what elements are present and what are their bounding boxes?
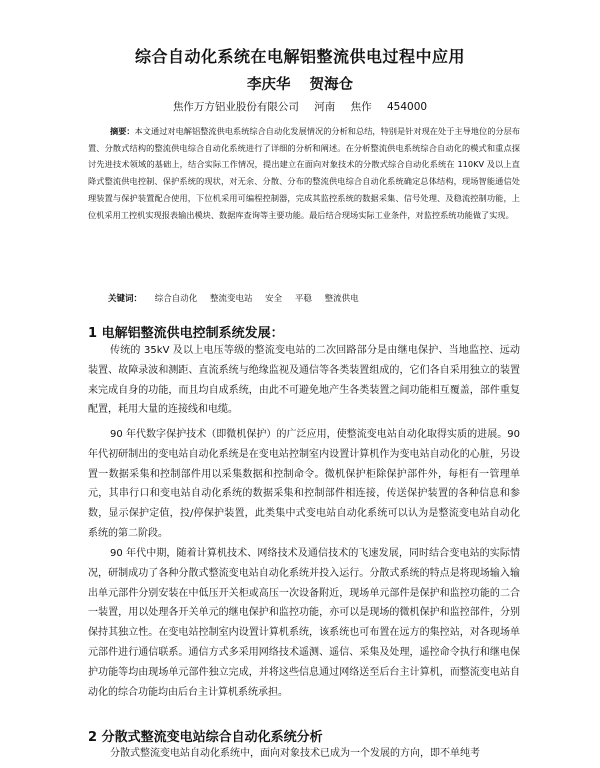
affiliation-province: 河南 <box>314 101 336 113</box>
affiliation-city: 焦作 <box>350 101 372 113</box>
body-paragraph: 90 年代数字保护技术（即微机保护）的广泛应用，使整流变电站自动化取得实质的进展。90 年代初研制出的变电站自动化系统是在变电站控制室内设置计算机作为变电站自动化的心脏，另设置一数据采集和控制部件用以采集数据和控制命令。微机保护柜除保护部件外，每柜有一管理单元，其串行口和变电站自动化系统的数据采集和控制部件相连接，传送保护装置的各种信息和参数，显示保护定值，投/停保护装置，此类集中式变电站自动化系统可以认为是整流变电站自动化系统的第二阶段。 <box>88 429 520 539</box>
keyword: 综合自动化 <box>154 294 198 304</box>
keyword: 整流变电站 <box>209 294 253 304</box>
abstract <box>88 123 520 223</box>
keyword: 安全 <box>265 294 283 304</box>
body-paragraph: 传统的 35kV 及以上电压等级的整流变电站的二次回路部分是由继电保护、当地监控、远动装置、故障录波和测距、直流系统与绝缘监视及通信等各类装置组成的，它们各自采用独立的装置来完成自身的功能，而且均自成系统，由此不可避免地产生各类装置之间功能相互覆盖，部件重复配置，耗用大量的连接线和电缆。 <box>88 345 520 416</box>
author-name: 贺海仓 <box>309 77 354 93</box>
body-paragraph: 90 年代中期，随着计算机技术、网络技术及通信技术的飞速发展，同时结合变电站的实际情况，研制成功了各种分散式整流变电站自动化系统并投入运行。分散式系统的特点是将现场输入输出单元部件分别安装在中低压开关柜或高压一次设备附近，现场单元部件是保护和监控功能的二合一装置，用以处理各开关单元的继电保护和监控功能，亦可以是现场的微机保护和监控部件，分别保持其独立性。在变电站控制室内设置计算机系统，该系统也可布置在远方的集控站，对各现场单元部件进行通信联系。通信方式多采用网络技术遥测、遥信、采集及处理，遥控命令执行和继电保护功能等均由现场单元部件独立完成，并将这些信息通过网络送至后台主计算机，而整流变电站自动化的综合功能均由后台主计算机系统承担。 <box>88 548 520 698</box>
section-heading: 1 电解铝整流供电控制系统发展： <box>88 326 284 341</box>
section-heading: 2 分散式整流变电站综合自动化系统分析 <box>88 730 323 745</box>
affiliation-postcode: 454000 <box>386 101 428 113</box>
paper-title: 综合自动化系统在电解铝整流供电过程中应用 <box>134 47 465 66</box>
keyword: 整流供电 <box>324 294 359 304</box>
author-name: 李庆华 <box>246 77 291 93</box>
author-line <box>0 73 600 94</box>
keywords-label: 关键词： <box>108 294 143 304</box>
keyword: 平稳 <box>294 294 312 304</box>
affiliation <box>0 99 600 114</box>
abstract-text: 本文通过对电解铝整流供电系统综合自动化发展情况的分析和总结，特别是针对现在处于主导地位的分层布置、分散式结构的整流供电综合自动化系统进行了详细的分析和阐述。在分析整流供电系统综合自动化的模式和重点探讨先进技术领域的基础上，结合实际工作情况，提出建立在面向对象技术的分散式综合自动化系统在 110KV 及以上直降式整流供电控制、保护系统的现状，对无余、分散、分布的整流供电综合自动化系统确定总体结构，现场智能通信处理装置与保护装置配合使用，下位机采用可编程控制器，完成其监控系统的数据采集、信号处理、及稳流控制功能，上位机采用工控机实现报表输出模块、数据库查询等主要功能。最后结合现场实际工业条件，对监控系统功能做了实现。 <box>88 126 520 220</box>
keywords <box>108 292 369 304</box>
affiliation-org: 焦作万方铝业股份有限公司 <box>172 101 299 113</box>
body-paragraph: 分散式整流变电站自动化系统中，面向对象技术已成为一个发展的方向，即不单纯考 <box>110 748 480 759</box>
abstract-label: 摘要： <box>110 126 135 136</box>
